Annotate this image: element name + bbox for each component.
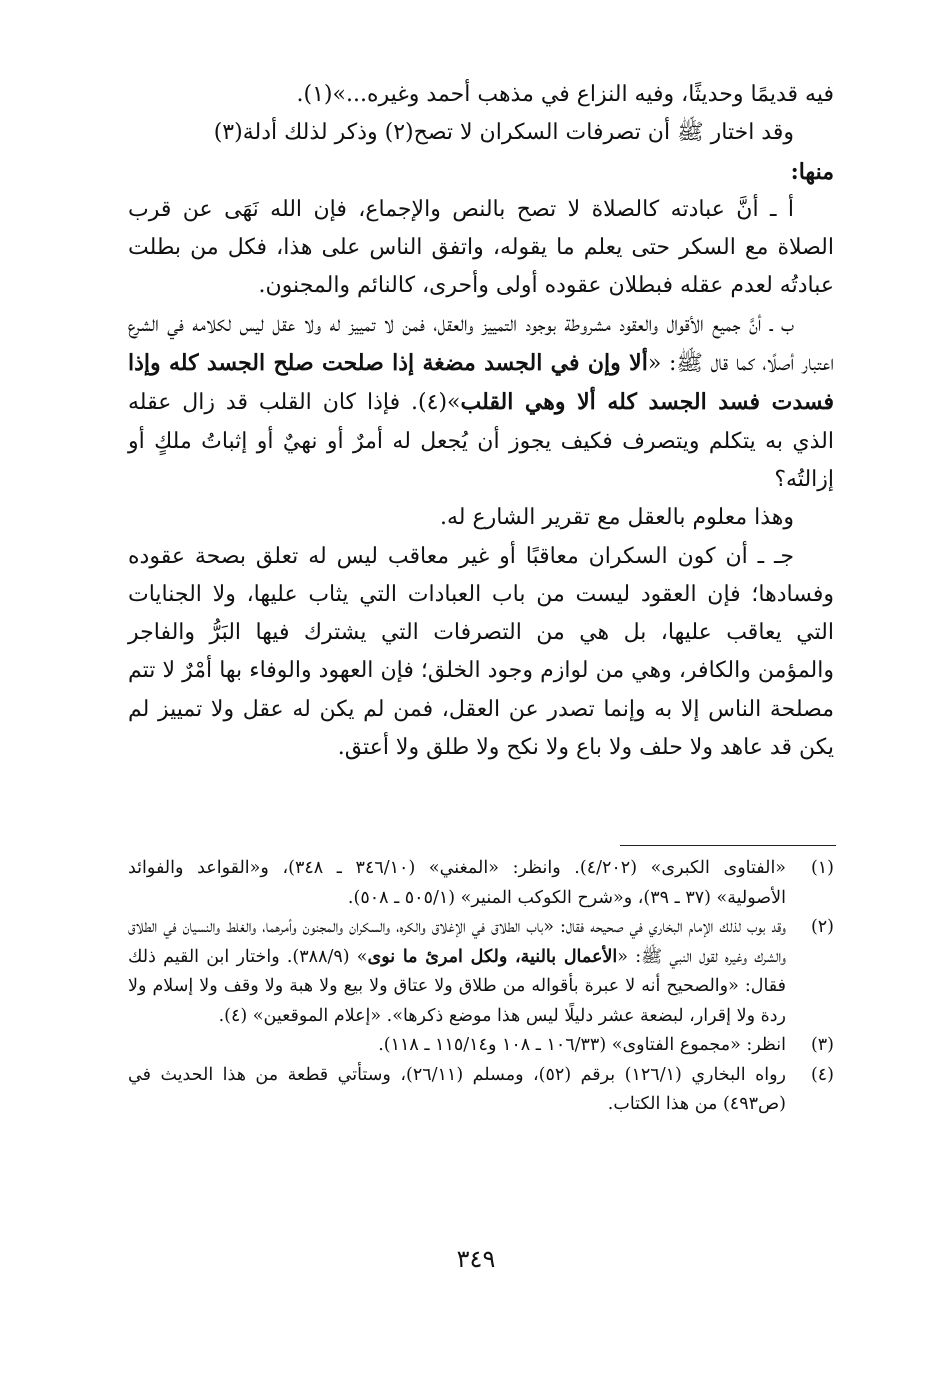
footnotes [128, 854, 834, 1120]
point-b-paragraph [128, 306, 834, 499]
point-c-paragraph: جـ ـ أن كون السكران معاقبًا أو غير معاقب ليس له تعلق بصحة عقوده وفسادها؛ فإن العقود ليست من باب العبادات التي يثاب عليها، ولا الجنايات التي يعاقب عليها، بل هي من التصرفات التي يشترك فيها البَرُّ والفاجر والمؤمن والكافر، وهي من لوازم وجود الخلق؛ فإن العهود والوفاء بها أمْرٌ لا تتم مصلحة الناس إلا به وإنما تصدر عن العقل، فمن لم يكن له عقل ولا تمييز لم يكن قد عاهد ولا حلف ولا باع ولا نكح ولا طلق ولا أعتق. [128, 543, 835, 761]
footnote-text: انظر: «مجموع الفتاوى» (١٠٦/٣٣ ـ ١٠٨ و١١٥/١٤ ـ ١١٨). [378, 1035, 786, 1055]
footnote-4 [128, 1061, 834, 1120]
point-a-paragraph: أ ـ أنَّ عبادته كالصلاة لا تصح بالنص والإجماع، فإن الله نَهَى عن قرب الصلاة مع السكر حتى يعلم ما يقوله، واتفق الناس على هذا، فكل من بطلت عبادتُه لعدم عقله فبطلان عقوده أولى وأحرى، كالنائم والمجنون. [128, 196, 834, 299]
footnote-text [128, 913, 786, 1031]
point-b-intro: ب ـ أنَّ جميع الأقوال والعقود مشروطة بوجود التمييز والعقل، فمن لا تمييز له ولا عقل ليس لكلامه في الشرع اعتبار أصلًا، كما قال ﷺ: « [128, 311, 834, 377]
footnote-text: رواه البخاري (١٢٦/١) برقم (٥٢)، ومسلم (٢٦/١١)، وستأتي قطعة من هذا الحديث في (ص٤٩٣) من هذا الكتاب. [128, 1064, 786, 1114]
page-number: ٣٤٩ [456, 1245, 496, 1273]
continuation-line: فيه قديمًا وحديثًا، وفيه النزاع في مذهب أحمد وغيره...»(١). [296, 82, 834, 107]
footnote-hadith: الأعمال بالنية، ولكل امرئ ما نوى [367, 946, 618, 967]
footnote-number: (٤) [810, 1064, 834, 1085]
footnote-text: «الفتاوى الكبرى» (٤/٢٠٢). وانظر: «المغني» (٣٤٦/١٠ ـ ٣٤٨)، و«القواعد والفوائد الأصولية» (٣٧ ـ ٣٩)، و«شرح الكوكب المنير» (٥٠٥/١ ـ ٥٠٨). [128, 858, 787, 908]
known-line: وهذا معلوم بالعقل مع تقرير الشارع له. [440, 505, 794, 531]
footnote-2 [128, 913, 834, 1031]
main-text [128, 76, 834, 767]
point-b-rest: »(٤). فإذا كان القلب قد زال عقله الذي به يتكلم ويتصرف فكيف يجوز أن يُجعل له أمرٌ أو نهيٌ أو إثباتُ ملكٍ أو إزالتُه؟ [128, 390, 834, 492]
hadith-quote: ألا وإن في الجسد مضغة إذا صلحت صلح الجسد كله وإذا فسدت فسد الجسد كله ألا وهي القلب [128, 350, 835, 416]
footnote-text-after: » (٣٨٨/٩). واختار ابن القيم ذلك فقال: «والصحيح أنه لا عبرة بأقواله من طلاق ولا عتاق ولا بيع ولا هبة ولا وقف ولا إسلام ولا ردة ولا إقرار، لبضعة عشر دليلًا ليس هذا موضع ذكرها». «إعلام الموقعين» (٤). [128, 946, 786, 1026]
footnote-number: (٣) [810, 1035, 834, 1055]
footnote-number: (٢) [810, 917, 834, 937]
footnote-3 [128, 1031, 834, 1061]
footnote-number: (١) [810, 858, 834, 878]
footnote-text-before: وقد بوب لذلك الإمام البخاري في صحيحه فقال: «باب الطلاق في الإغلاق والكره، والسكران والمجنون وأمرهما، والغلط والنسيان في الطلاق والشرك وغيره لقول النبي ﷺ: « [128, 917, 786, 967]
footnote-1 [128, 854, 834, 913]
opinion-paragraph: وقد اختار ﷺ أن تصرفات السكران لا تصح(٢) وذكر لذلك أدلة(٣) [213, 120, 794, 146]
section-heading: منها: [790, 158, 834, 185]
footnote-separator [620, 845, 836, 846]
